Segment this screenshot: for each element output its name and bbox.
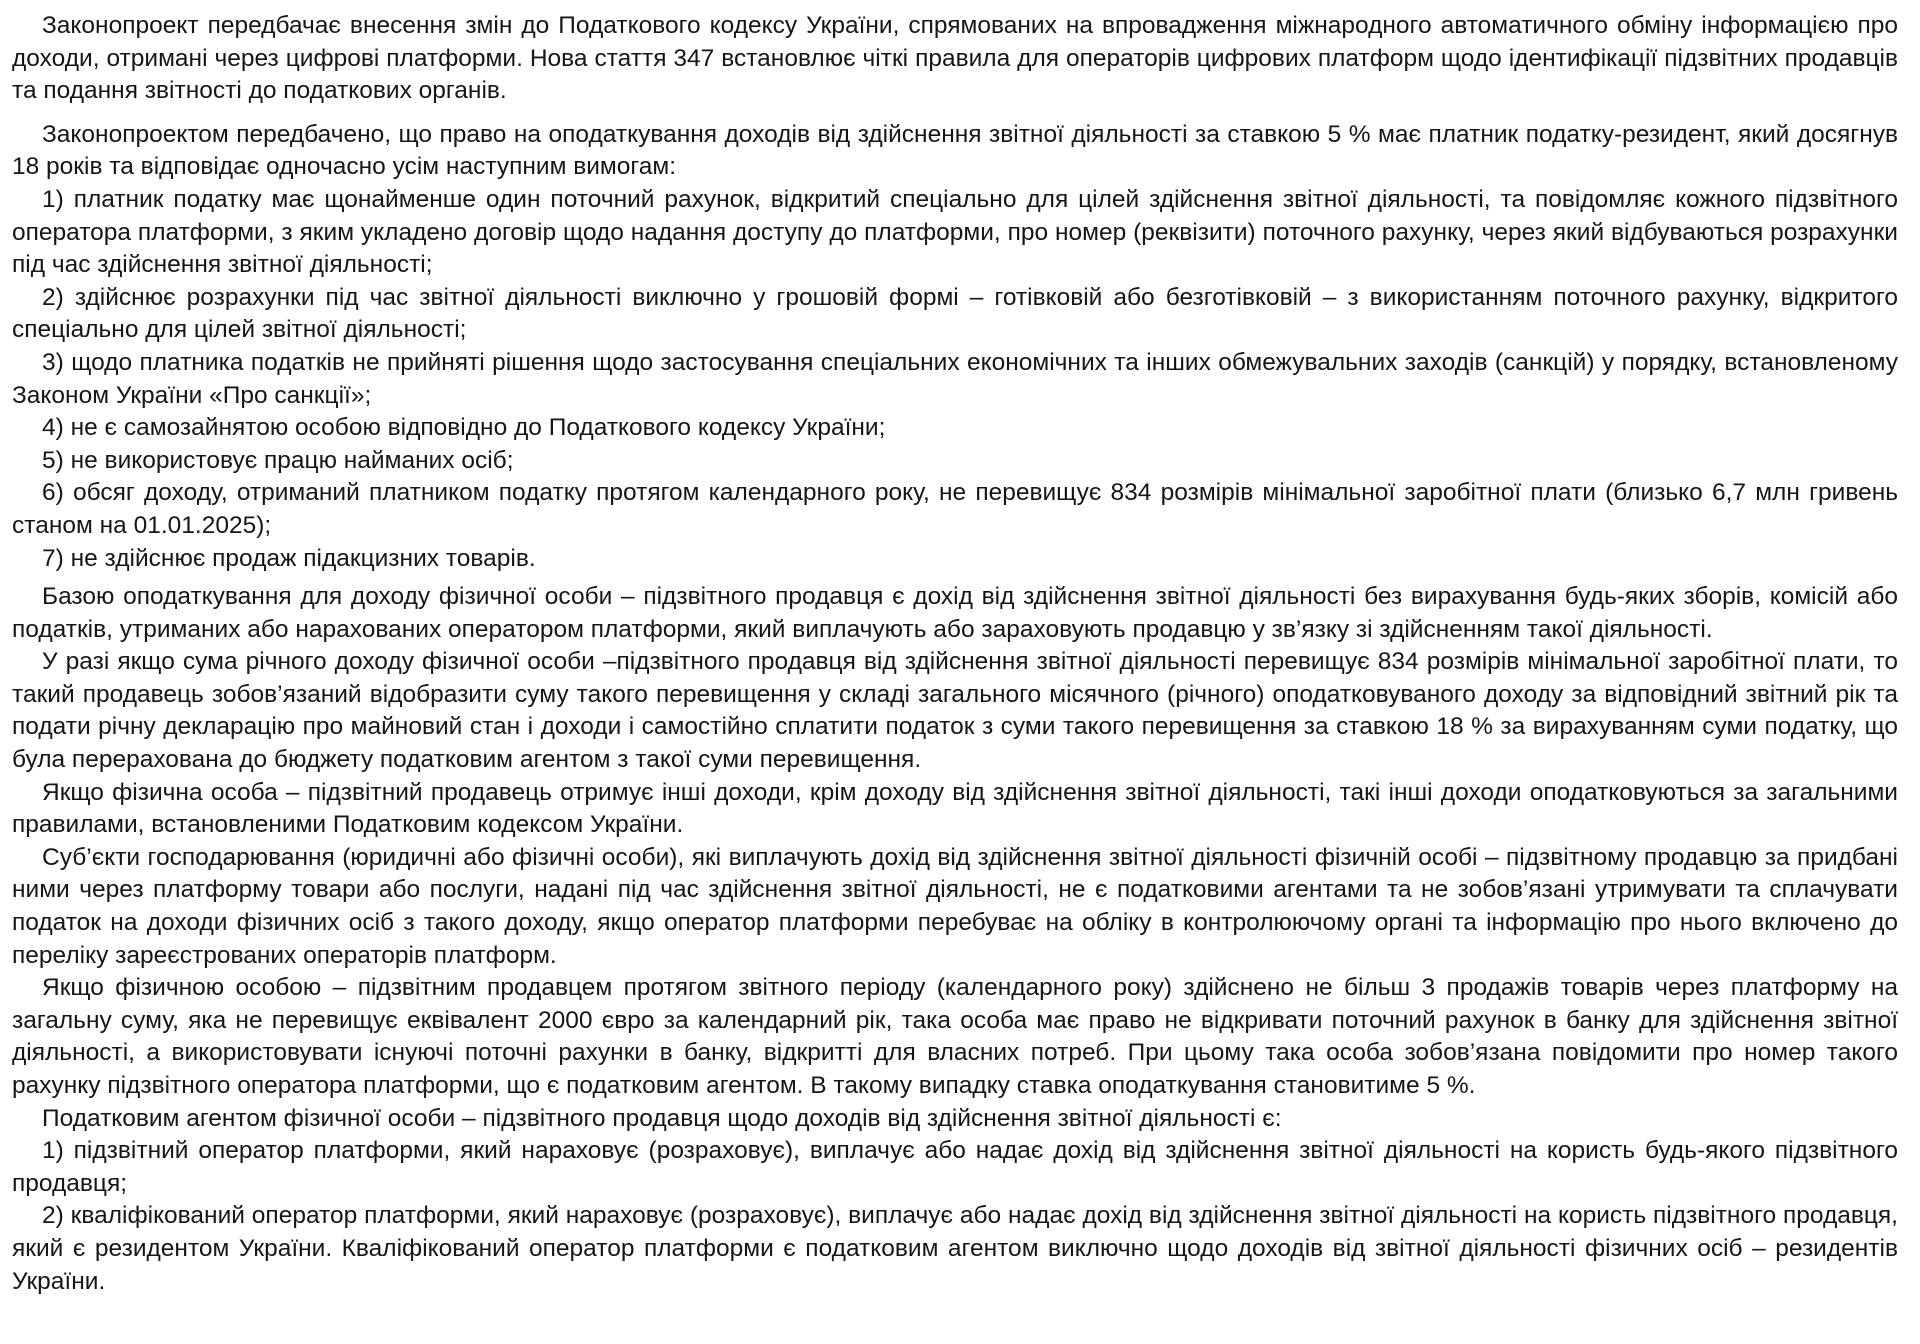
list-item-condition-4: 4) не є самозайнятою особою відповідно до Податкового кодексу України;: [42, 414, 886, 442]
paragraph-small-sales: Якщо фізичною особою – підзвітним продавцем протягом звітного періоду (календарного року) здійснено не більш 3 продажів товарів через платформу на загальну суму, яка не перевищує еквівалент 2000 євро за календарний рік, така особа має право не відкривати поточний рахунок в банку для здійснення звітної діяльності, а використовувати існуючі поточні рахунки в банку, відкритті для власних потреб. При цьому така особа зобов’язана повідомити про номер такого рахунку підзвітного оператора платформи, що є податковим агентом. В такому випадку ставка оподаткування становитиме 5 %.: [12, 974, 1898, 1099]
list-item-tax-agent-2: 2) кваліфікований оператор платформи, який нараховує (розраховує), виплачує або надає дохід від здійснення звітної діяльності на користь підзвітного продавця, який є резидентом України. Кваліфікований оператор платформи є податковим агентом виключно щодо доходів від звітної діяльності фізичних осіб – резидентів України.: [12, 1202, 1898, 1295]
list-item-condition-3: 3) щодо платника податків не прийняті рішення щодо застосування спеціальних економічних та інших обмежувальних заходів (санкцій) у порядку, встановленому Законом України «Про санкції»;: [12, 348, 1898, 409]
list-item-tax-agent-1: 1) підзвітний оператор платформи, який нараховує (розраховує), виплачує або надає дохід від здійснення звітної діяльності на користь будь-якого підзвітного продавця;: [12, 1137, 1898, 1197]
paragraph-business-entities: Суб’єкти господарювання (юридичні або фізичні особи), які виплачують дохід від здійснення звітної діяльності фізичній особі – підзвітному продавцю за придбані ними через платформу товари або послуги, надані під час здійснення звітної діяльності, не є податковими агентами та не зобов’язані утримувати та сплачувати податок на доходи фізичних осіб з такого доходу, якщо оператор платформи перебуває на обліку в контролюючому органі та інформацію про нього включено до переліку зареєстрованих операторів платформ.: [12, 843, 1898, 969]
paragraph-excess-income: У разі якщо сума річного доходу фізичної особи –підзвітного продавця від здійснення звітної діяльності перевищує 834 розмірів мінімальної заробітної плати, то такий продавець зобов’язаний відобразити суму такого перевищення у складі загального місячного (річного) оподатковуваного доходу за відповідний звітний рік та подати річну декларацію про майновий стан і доходи і самостійно сплатити податок з суми такого перевищення за ставкою 18 % за вирахуванням суми податку, що була перерахована до бюджету податковим агентом з такої суми перевищення.: [12, 648, 1898, 774]
list-item-condition-5: 5) не використовує працю найманих осіб;: [42, 446, 514, 474]
paragraph-conditions-intro: Законопроектом передбачено, що право на оподаткування доходів від здійснення звітної діяльності за ставкою 5 % має платник податку-резидент, який досягнув 18 років та відповідає одночасно усім наступним вимогам:: [12, 120, 1898, 181]
paragraph-other-income: Якщо фізична особа – підзвітний продавець отримує інші доходи, крім доходу від здійснення звітної діяльності, такі інші доходи оподатковуються за загальними правилами, встановленими Податковим кодексом України.: [12, 778, 1898, 839]
paragraph-tax-base: Базою оподаткування для доходу фізичної особи – підзвітного продавця є дохід від здійснення звітної діяльності без вирахування будь-яких зборів, комісій або податків, утриманих або нарахованих оператором платформи, який виплачують або зараховують продавцю у зв’язку зі здійсненням такої діяльності.: [12, 583, 1898, 643]
paragraph-tax-agent-intro: Податковим агентом фізичної особи – підзвітного продавця щодо доходів від здійснення звітної діяльності є:: [42, 1104, 1282, 1132]
list-item-condition-6: 6) обсяг доходу, отриманий платником податку протягом календарного року, не перевищує 834 розмірів мінімальної заробітної плати (близько 6,7 млн гривень станом на 01.01.2025);: [12, 479, 1898, 539]
list-item-condition-1: 1) платник податку має щонайменше один поточний рахунок, відкритий спеціально для цілей здійснення звітної діяльності, та повідомляє кожного підзвітного оператора платформи, з яким укладено договір щодо надання доступу до платформи, про номер (реквізити) поточного рахунку, через який відбуваються розрахунки під час здійснення звітної діяльності;: [12, 185, 1898, 279]
paragraph-intro: Законопроект передбачає внесення змін до Податкового кодексу України, спрямованих на впровадження міжнародного автоматичного обміну інформацією про доходи, отримані через цифрові платформи. Нова стаття 347 встановлює чіткі правила для операторів цифрових платформ щодо ідентифікації підзвітних продавців та подання звітності до податкових органів.: [12, 12, 1898, 105]
list-item-condition-7: 7) не здійснює продаж підакцизних товарів.: [42, 544, 536, 572]
list-item-condition-2: 2) здійснює розрахунки під час звітної діяльності виключно у грошовій формі – готівковій або безготівковій – з використанням поточного рахунку, відкритого спеціально для цілей звітної діяльності;: [12, 283, 1898, 344]
